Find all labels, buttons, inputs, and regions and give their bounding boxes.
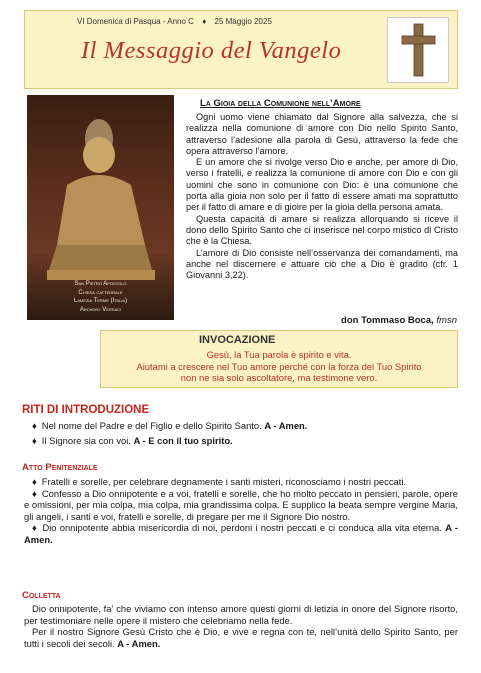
section-title-riti: RITI DI INTRODUZIONE [22, 404, 150, 416]
liturgy-date: 25 Maggio 2025 [214, 17, 272, 26]
invocation-line: Aiutami a crescere nel Tuo amore perché con la forza del Tuo Spirito [136, 360, 422, 372]
caption-line: Archivio Versaci [79, 306, 122, 313]
riti-text: Il Signore sia con voi. [41, 435, 131, 446]
author-signature [341, 315, 457, 326]
invocation-line: Gesù, la Tua parola è spirito e vita. [206, 349, 352, 360]
bulletin-title: Il Messaggio del Vangelo [81, 37, 342, 64]
response-text: A - Amen. [24, 522, 458, 545]
article-paragraph: Questa capacità di amare si realizza allorquando si riceve il dono dello Spirito Santo che ci inserisce nel corpo mistico di Cristo che è la Chiesa. [186, 213, 458, 247]
caption-line: Chiesa cattedrale [78, 289, 123, 296]
riti-line [24, 420, 458, 432]
saint-peter-photo [27, 95, 174, 320]
photo-caption [27, 280, 174, 314]
section-title-colletta: Colletta [22, 590, 61, 601]
liturgy-name: VI Domenica di Pasqua - Anno C [77, 17, 194, 26]
atto-body [24, 476, 458, 546]
section-title-atto: Atto Penitenziale [22, 462, 98, 473]
colletta-paragraph: Per il nostro Signore Gesù Cristo che è Dio, e vive e regna con te, nell’unità dello Spirito Santo, per tutti i secoli dei secoli. [24, 626, 458, 649]
caption-line: Lamezia Terme (Italia) [73, 298, 128, 304]
header-banner [24, 10, 458, 89]
diamond-bullet-icon: ♦ [32, 476, 37, 487]
wooden-cross-icon [387, 17, 449, 83]
diamond-bullet-icon: ♦ [32, 420, 37, 431]
diamond-bullet-icon: ♦ [32, 487, 37, 499]
article-paragraph: L’amore di Dio consiste nell’osservanza dei comandamenti, ma anche nel discernere e attuare ciò che a Dio è gradito (cfr. 1 Giovanni 3,22). [186, 247, 458, 281]
invocation-line: non ne sia solo ascoltatore, ma testimone vero. [180, 372, 378, 383]
atto-paragraph: Fratelli e sorelle, per celebrare degnamente i santi misteri, riconosciamo i nostri peccati. [41, 476, 407, 487]
invocation-title: INVOCAZIONE [199, 334, 276, 346]
diamond-bullet-icon: ♦ [32, 435, 37, 446]
author-name: don Tommaso Boca, [341, 315, 434, 326]
diamond-separator-icon: ♦ [202, 17, 207, 26]
article-body [186, 112, 458, 281]
invocation-text [101, 349, 457, 384]
riti-line [24, 435, 458, 447]
response-text: A - Amen. [264, 420, 308, 431]
colletta-body [24, 603, 458, 649]
response-text: A - Amen. [117, 637, 161, 649]
caption-line: San Pietro Apostolo [74, 281, 127, 287]
article-title: La Gioia della Comunione nell’Amore [200, 98, 361, 109]
response-text: A - E con il tuo spirito. [133, 435, 233, 446]
article-paragraph: Ogni uomo viene chiamato dal Signore alla salvezza, che si realizza nella comunione di amore con Dio nello Spirito Santo, attraverso l’adesione alla parola di Gesù, attraverso la fede che opera attraverso l’amore. [186, 112, 458, 156]
riti-text: Nel nome del Padre e del Figlio e dello Spirito Santo. [41, 420, 262, 431]
liturgy-meta [77, 17, 272, 26]
diamond-bullet-icon: ♦ [32, 522, 38, 534]
colletta-paragraph: Dio onnipotente, fa’ che viviamo con intenso amore questi giorni di letizia in onore del Signore risorto, per testimoniare nelle opere il mistero che celebriamo nella fede. [24, 603, 458, 626]
atto-paragraph: Dio onnipotente abbia misericordia di noi, perdoni i nostri peccati e ci conduca alla vita eterna. [42, 522, 442, 534]
invocation-box [100, 330, 458, 388]
article-paragraph: E un amore che si rivolge verso Dio e anche, per amore di Dio, verso i fratelli, e realizza la comunione di amore con Dio e con gli uomini che sono in comunione con Dio: è una comunione che porta alla gioia non solo per il fatto di essere amati ma soprattutto per il fatto di amare e di gioire per la gioia della persona amata. [186, 157, 458, 213]
atto-paragraph: Confesso a Dio onnipotente e a voi, fratelli e sorelle, che ho molto peccato in pensieri, parole, opere e omissioni, per mia colpa, mia colpa, mia grandissima colpa. E supplico la beata sempre vergine Maria, gli angeli, i santi e voi, fratelli e sorelle, di pregare per me il Signore Dio nostro. [24, 487, 458, 522]
author-suffix: fmsn [436, 315, 457, 326]
